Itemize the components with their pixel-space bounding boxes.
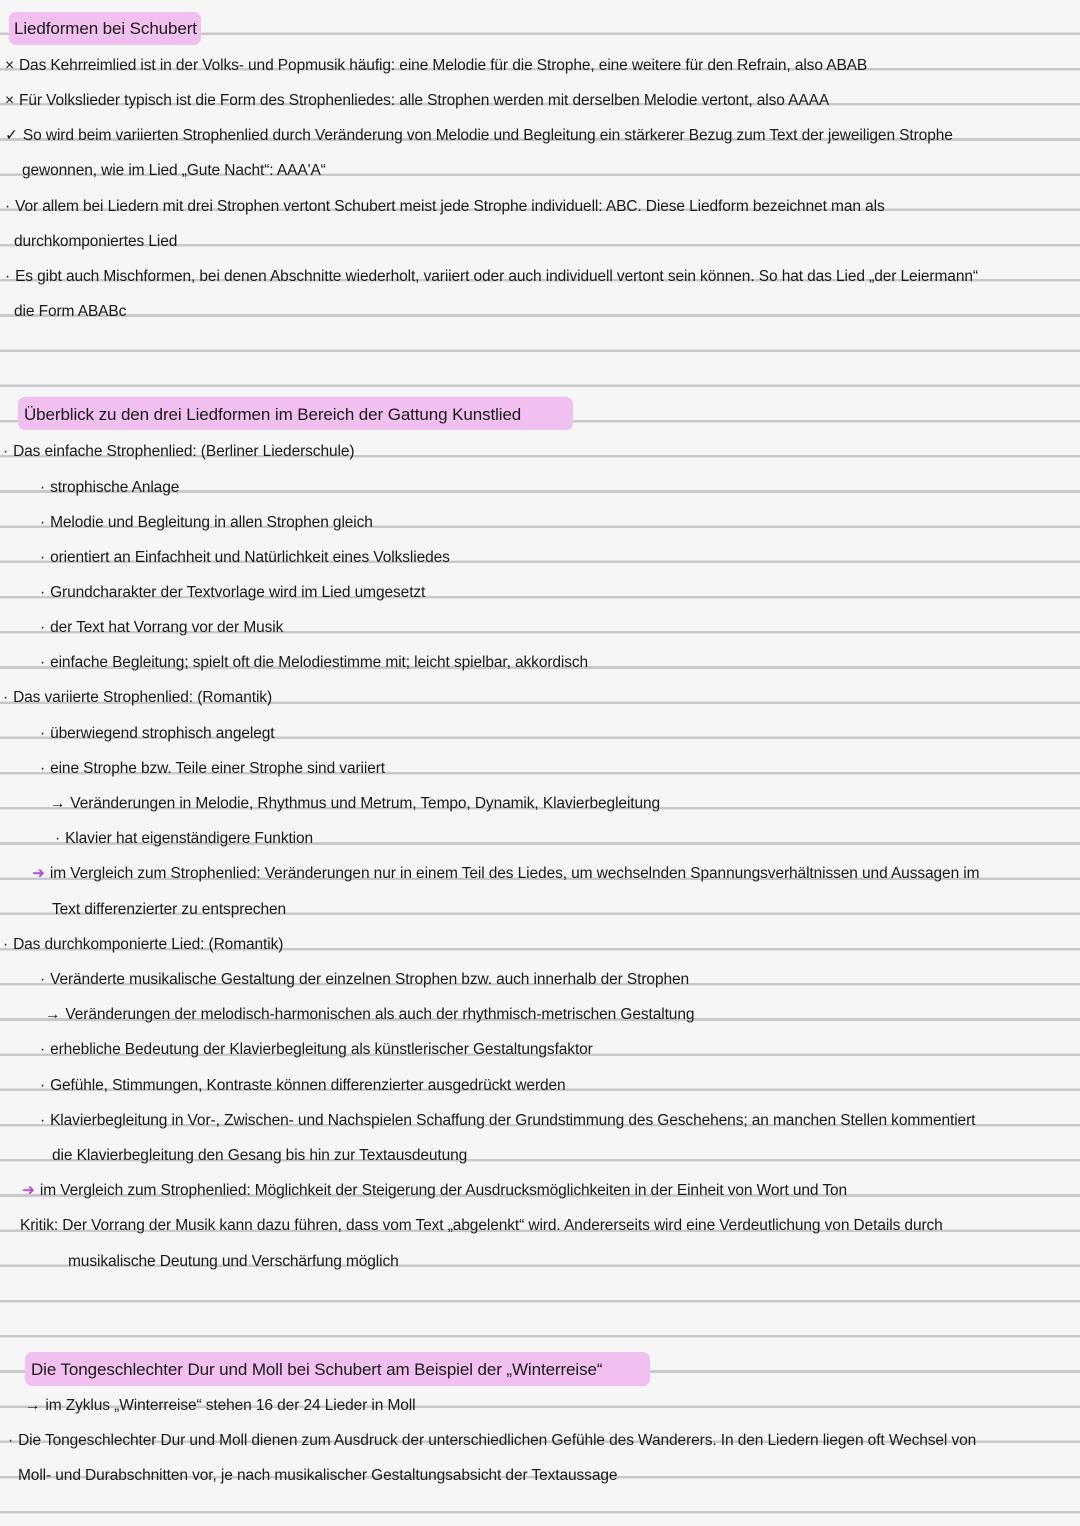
line-text: die Klavierbegleitung den Gesang bis hin zur Textausdeutung — [52, 1147, 468, 1164]
arrow-right-icon: ➜ — [22, 1182, 35, 1199]
note-line — [52, 898, 286, 922]
section-title: Überblick zu den drei Liedformen im Bereich der Gattung Kunstlied — [24, 405, 522, 424]
line-text: überwiegend strophisch angelegt — [50, 725, 275, 742]
dot-marker: · — [3, 936, 9, 953]
line-text: die Form ABABc — [14, 303, 127, 320]
line-text: durchkomponiertes Lied — [14, 233, 178, 250]
note-line — [8, 1429, 976, 1453]
dot-marker: · — [5, 198, 11, 215]
line-text: Grundcharakter der Textvorlage wird im Lied umgesetzt — [50, 584, 426, 601]
note-line — [32, 862, 979, 886]
note-line — [3, 933, 283, 957]
line-text: musikalische Deutung und Verschärfung möglich — [68, 1253, 399, 1270]
line-text: Das Kehrreimlied ist in der Volks- und Popmusik häufig: eine Melodie für die Strophe, eine weitere für den Refrain, also ABAB — [18, 57, 868, 74]
dot-marker: · — [40, 725, 46, 742]
line-text: eine Strophe bzw. Teile einer Strophe sind variiert — [50, 760, 386, 777]
note-line — [68, 1250, 399, 1274]
dot-marker: · — [40, 549, 46, 566]
line-text: Die Tongeschlechter Dur und Moll dienen zum Ausdruck der unterschiedlichen Gefühle des Wanderers. In den Liedern liegen oft Wechsel von — [18, 1432, 977, 1449]
line-text: Für Volkslieder typisch ist die Form des Strophenliedes: alle Strophen werden mit derselben Melodie vertont, also AAAA — [18, 92, 830, 109]
line-text: Melodie und Begleitung in allen Strophen gleich — [50, 514, 373, 531]
note-line — [40, 546, 450, 570]
dot-marker: · — [40, 479, 46, 496]
line-text: gewonnen, wie im Lied „Gute Nacht“: AAA'A“ — [22, 162, 326, 179]
line-text: Klavier hat eigenständigere Funktion — [65, 830, 314, 847]
dot-marker: · — [40, 1041, 46, 1058]
section-title: Die Tongeschlechter Dur und Moll bei Schubert am Beispiel der „Winterreise“ — [31, 1360, 603, 1379]
note-line — [40, 1074, 566, 1098]
note-line — [40, 722, 274, 746]
note-line — [40, 581, 425, 605]
check-marker: ✓ — [5, 127, 18, 144]
line-text: orientiert an Einfachheit und Natürlichkeit eines Volksliedes — [50, 549, 450, 566]
dot-marker: · — [8, 1432, 14, 1449]
note-line — [5, 124, 953, 148]
line-text: im Vergleich zum Strophenlied: Möglichkeit der Steigerung der Ausdrucksmöglichkeiten in der Einheit von Wort und Ton — [39, 1182, 848, 1199]
line-text: Veränderte musikalische Gestaltung der einzelnen Strophen bzw. auch innerhalb der Strophen — [50, 971, 690, 988]
note-line — [40, 1038, 593, 1062]
note-line — [14, 230, 177, 254]
line-text: Es gibt auch Mischformen, bei denen Abschnitte wiederholt, variiert oder auch individuell vertont sein können. So hat das Lied „der Leiermann“ — [15, 268, 978, 285]
line-text: Veränderungen in Melodie, Rhythmus und Metrum, Tempo, Dynamik, Klavierbegleitung — [70, 795, 661, 812]
line-text: erhebliche Bedeutung der Klavierbegleitung als künstlerischer Gestaltungsfaktor — [50, 1041, 593, 1058]
note-line — [40, 1109, 975, 1133]
note-line — [40, 476, 179, 500]
note-line — [40, 757, 385, 781]
note-line — [5, 265, 978, 289]
note-line — [52, 1144, 467, 1168]
dot-marker: · — [3, 689, 9, 706]
dot-marker: · — [55, 830, 61, 847]
line-text: im Zyklus „Winterreise“ stehen 16 der 24 Lieder in Moll — [45, 1397, 416, 1414]
line-text: Gefühle, Stimmungen, Kontraste können differenzierter ausgedrückt werden — [50, 1077, 566, 1094]
dot-marker: · — [40, 971, 46, 988]
note-line — [5, 195, 885, 219]
note-line — [18, 1464, 617, 1488]
line-text: Text differenzierter zu entsprechen — [52, 901, 287, 918]
line-text: strophische Anlage — [50, 479, 180, 496]
line-text: Vor allem bei Liedern mit drei Strophen vertont Schubert meist jede Strophe individuell: ABC. Diese Liedform bezeichnet man als — [15, 198, 885, 215]
note-line — [40, 616, 283, 640]
note-line — [25, 1394, 416, 1418]
note-line — [3, 440, 354, 464]
line-text: Veränderungen der melodisch-harmonischen als auch der rhythmisch-metrischen Gestaltung — [65, 1006, 695, 1023]
note-line — [14, 300, 126, 324]
cross-marker: × — [5, 92, 14, 109]
line-text: Das einfache Strophenlied: (Berliner Liederschule) — [13, 443, 355, 460]
arrow-right-icon: → — [45, 1006, 61, 1023]
line-text: Kritik: Der Vorrang der Musik kann dazu führen, dass vom Text „abgelenkt“ wird. Andererseits wird eine Verdeutlichung von Details durch — [20, 1217, 943, 1234]
dot-marker: · — [40, 584, 46, 601]
dot-marker: · — [3, 443, 9, 460]
section-title: Liedformen bei Schubert — [14, 19, 197, 38]
dot-marker: · — [40, 619, 46, 636]
note-line — [40, 651, 588, 675]
line-text: Das durchkomponierte Lied: (Romantik) — [13, 936, 284, 953]
line-text: Moll- und Durabschnitten vor, je nach musikalischer Gestaltungsabsicht der Textaussage — [18, 1467, 618, 1484]
note-line — [20, 1214, 943, 1238]
note-line — [22, 159, 326, 183]
line-text: So wird beim variierten Strophenlied durch Veränderung von Melodie und Begleitung ein stärkerer Bezug zum Text der jeweiligen Strophe — [22, 127, 953, 144]
note-line — [5, 54, 867, 78]
dot-marker: · — [40, 1112, 46, 1129]
line-text: Klavierbegleitung in Vor-, Zwischen- und Nachspielen Schaffung der Grundstimmung des Geschehens; an manchen Stellen kommentiert — [50, 1112, 976, 1129]
dot-marker: · — [40, 1077, 46, 1094]
arrow-right-icon: → — [50, 795, 66, 812]
note-line — [40, 968, 689, 992]
dot-marker: · — [40, 514, 46, 531]
line-text: der Text hat Vorrang vor der Musik — [50, 619, 284, 636]
note-line — [22, 1179, 847, 1203]
dot-marker: · — [40, 654, 46, 671]
arrow-right-icon: ➜ — [32, 865, 45, 882]
note-line — [55, 827, 313, 851]
line-text: einfache Begleitung; spielt oft die Melodiestimme mit; leicht spielbar, akkordisch — [50, 654, 589, 671]
arrow-right-icon: → — [25, 1397, 41, 1414]
line-text: Das variierte Strophenlied: (Romantik) — [13, 689, 273, 706]
dot-marker: · — [40, 760, 46, 777]
note-line — [50, 792, 660, 816]
cross-marker: × — [5, 57, 14, 74]
note-line — [40, 511, 373, 535]
note-line — [45, 1003, 694, 1027]
note-line — [5, 89, 829, 113]
dot-marker: · — [5, 268, 11, 285]
note-line — [3, 686, 272, 710]
line-text: im Vergleich zum Strophenlied: Veränderungen nur in einem Teil des Liedes, um wechselnden Spannungsverhältnissen und Aussagen im — [49, 865, 980, 882]
